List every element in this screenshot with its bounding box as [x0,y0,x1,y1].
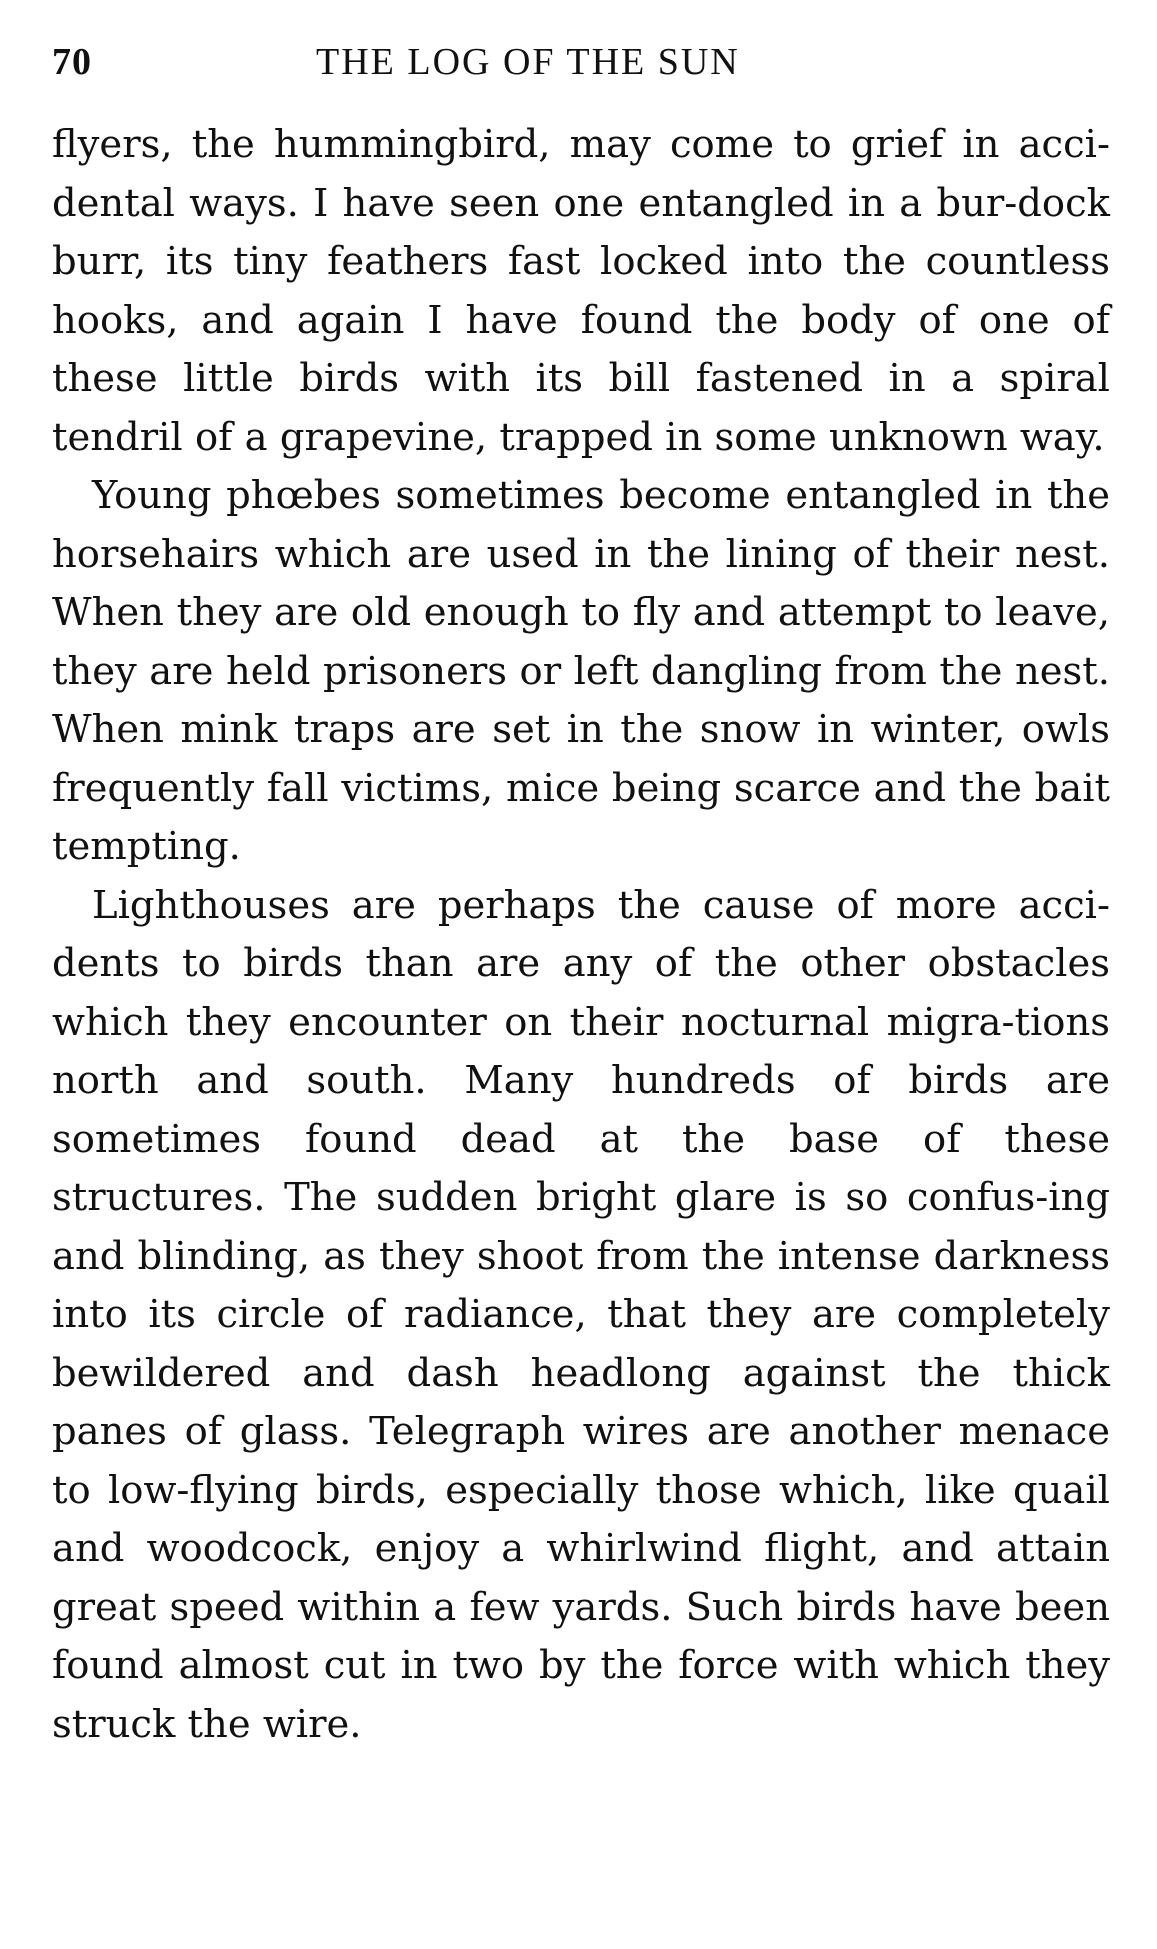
paragraph-3: Lighthouses are perhaps the cause of more acci-dents to birds than are any of the other obstacles which they encounter on their nocturnal migra-tions north and south. Many hundreds of birds are sometimes found dead at the base of these structures. The sudden bright glare is so confus-ing and blinding, as they shoot from the intense darkness into its circle of radiance, that they are completely bewildered and dash headlong against the thick panes of glass. Telegraph wires are another menace to low-flying birds, especially those which, like quail and woodcock, enjoy a whirlwind flight, and attain great speed within a few yards. Such birds have been found almost cut in two by the force with which they struck the wire. [52,882,1110,1747]
paragraph-1: flyers, the hummingbird, may come to grief in acci-dental ways. I have seen one entangled in a bur-dock burr, its tiny feathers fast locked into the countless hooks, and again I have found the body of one of these little birds with its bill fastened in a spiral tendril of a grapevine, trapped in some unknown way. [52,122,1110,460]
page-number: 70 [52,41,92,83]
paragraph-2: Young phœbes sometimes become entangled in the horsehairs which are used in the lining of their nest. When they are old enough to fly and attempt to leave, they are held prisoners or left dangling from the nest. When mink traps are set in the snow in winter, owls frequently fall victims, mice being scarce and the bait tempting. [52,473,1110,869]
book-page [52,40,1110,1754]
body-text [52,116,1110,1754]
running-title: THE LOG OF THE SUN [316,41,740,83]
running-head [52,40,1110,96]
